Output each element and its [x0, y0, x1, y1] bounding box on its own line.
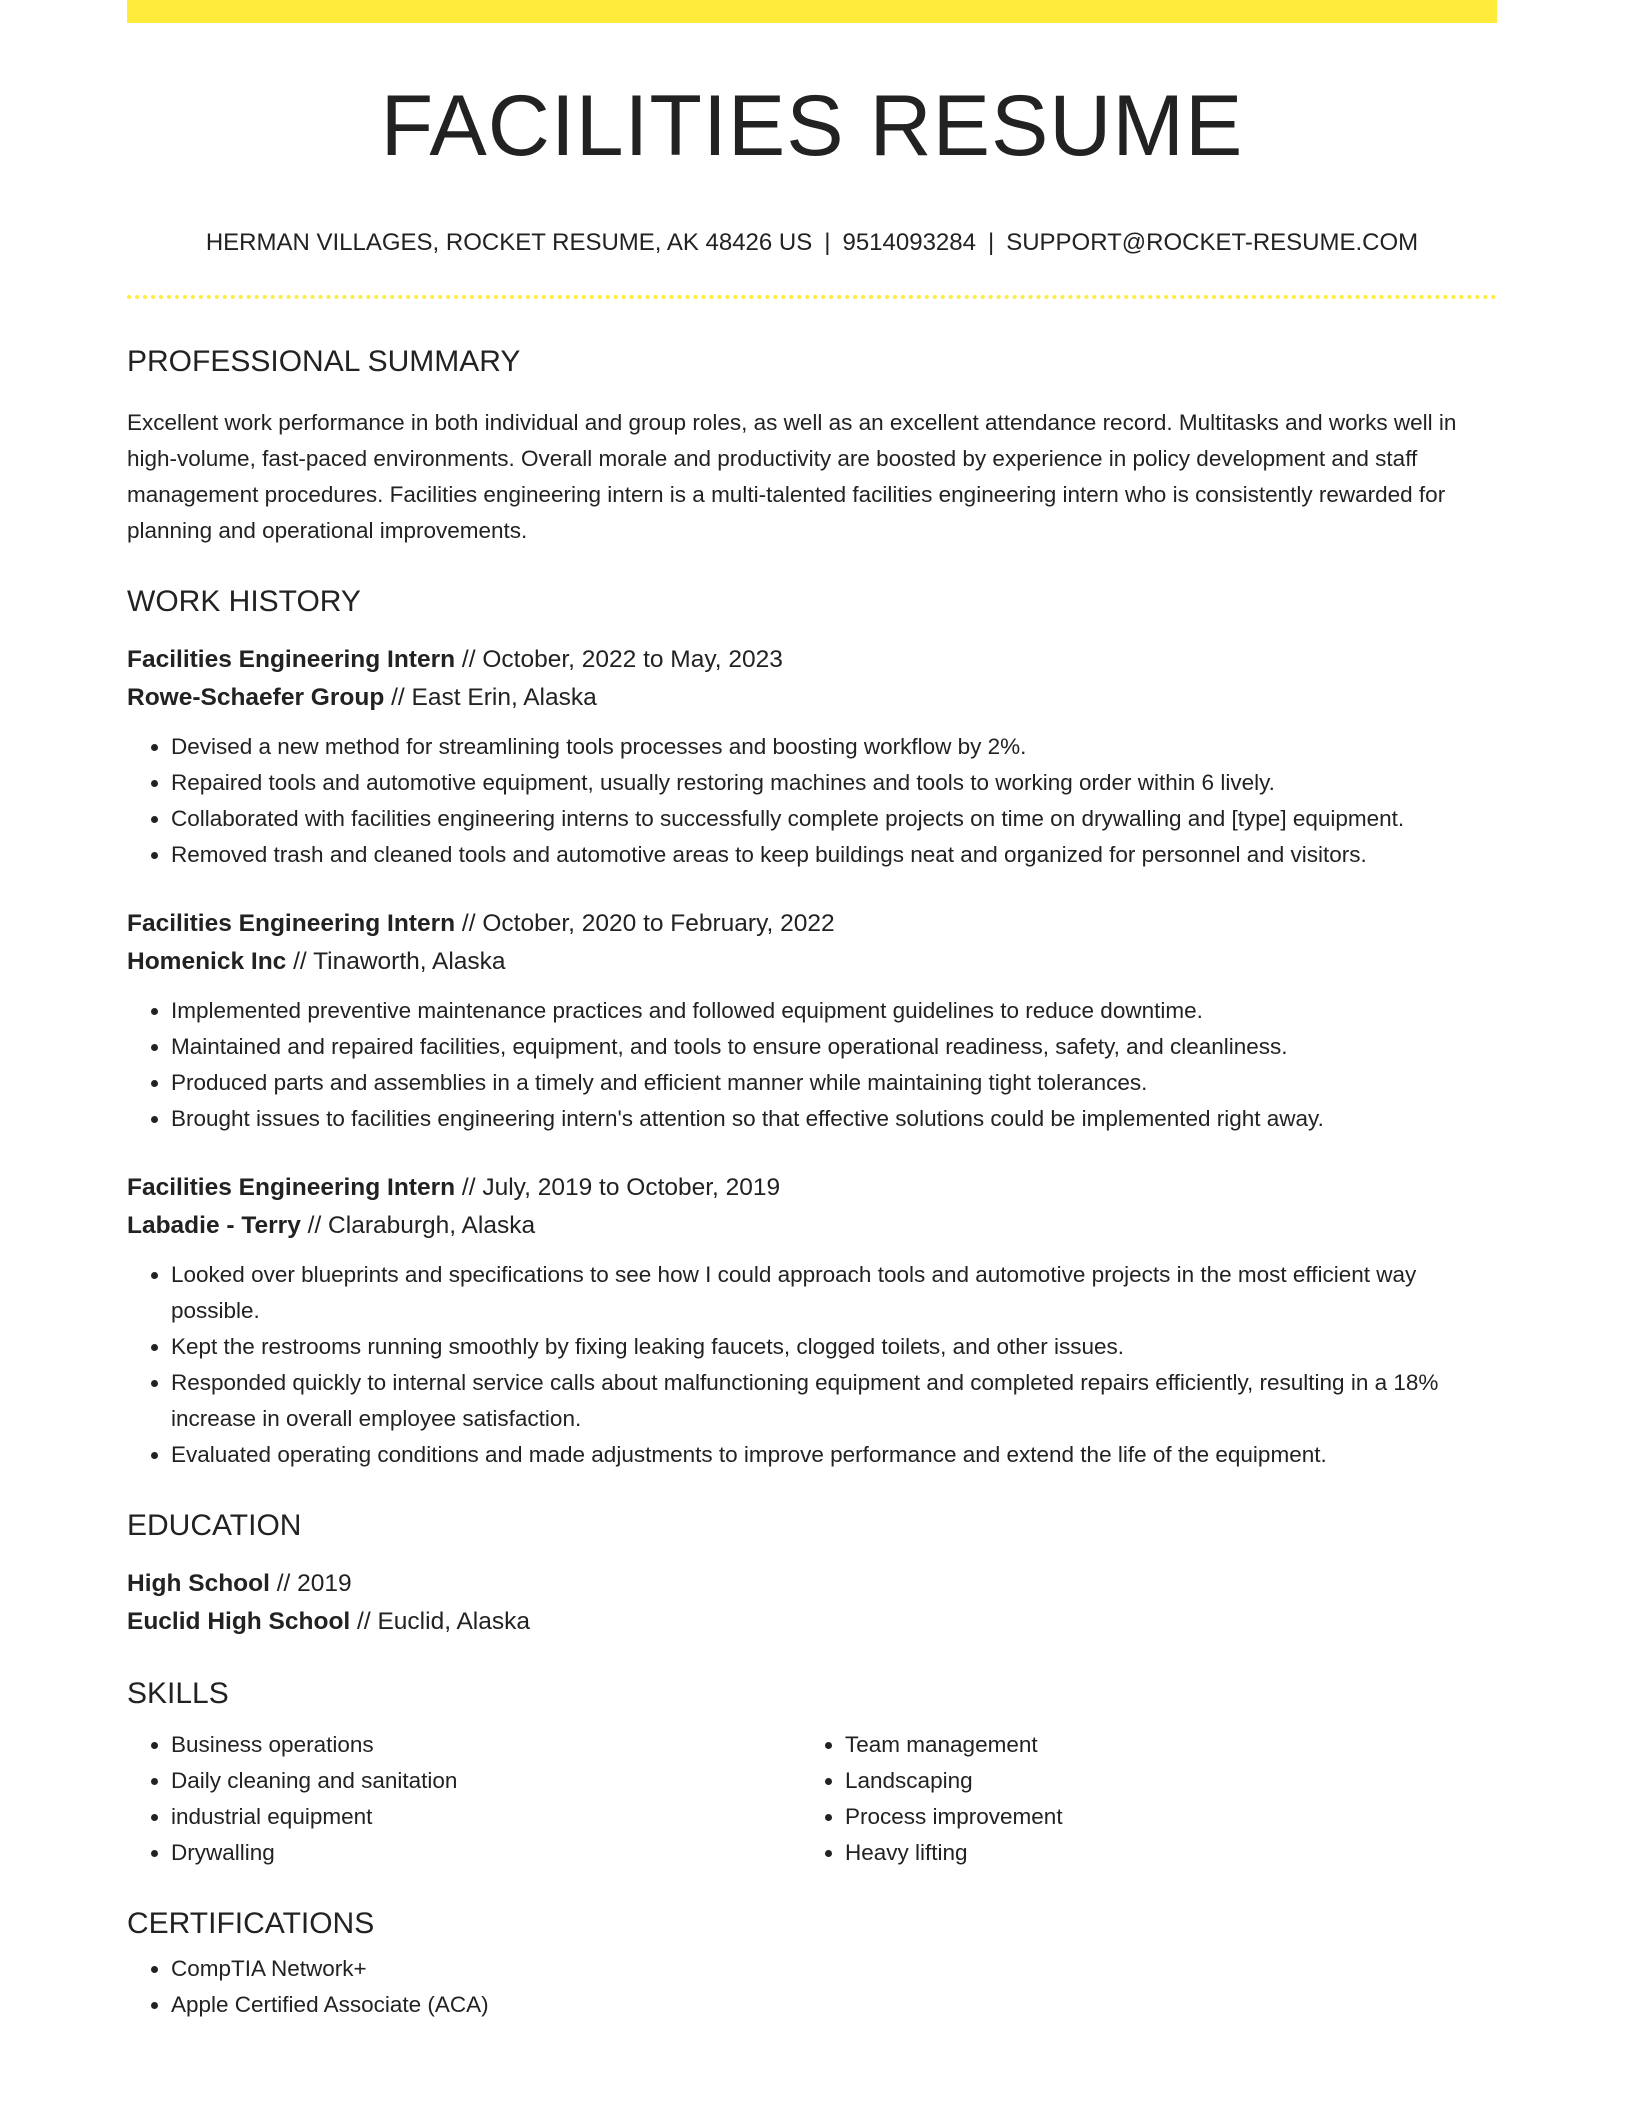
- job-company-line: [127, 679, 1497, 717]
- list-item: • Daily cleaning and sanitation: [171, 1763, 801, 1799]
- contact-separator: |: [824, 229, 831, 256]
- job-bullets: [127, 993, 1497, 1137]
- list-item: • Landscaping: [845, 1763, 1475, 1799]
- contact-email: SUPPORT@ROCKET-RESUME.COM: [1006, 229, 1419, 256]
- job-company: Labadie - Terry: [127, 1212, 301, 1239]
- contact-separator: |: [987, 229, 995, 256]
- list-item: • Responded quickly to internal service calls about malfunctioning equipment and completed repairs efficiently, resulting in a 18% increase in overall employee satisfaction.: [171, 1365, 1497, 1437]
- job-entry: [127, 641, 1497, 873]
- job-bullets: [127, 1257, 1497, 1473]
- education-location: // Euclid, Alaska: [357, 1608, 530, 1635]
- list-item: • Heavy lifting: [845, 1835, 1475, 1871]
- dotted-divider: [127, 295, 1497, 299]
- skills-heading: SKILLS: [127, 1677, 229, 1710]
- list-item: • Implemented preventive maintenance practices and followed equipment guidelines to reduce downtime.: [171, 993, 1497, 1029]
- education-school-line: [127, 1603, 1497, 1641]
- list-item: • Evaluated operating conditions and made adjustments to improve performance and extend the life of the equipment.: [171, 1437, 1497, 1473]
- job-entry: [127, 1169, 1497, 1473]
- job-dates: // October, 2020 to February, 2022: [461, 910, 835, 937]
- job-title-line: [127, 1169, 1497, 1207]
- education-degree-line: [127, 1565, 1497, 1603]
- job-company: Homenick Inc: [127, 948, 287, 975]
- job-dates: // October, 2022 to May, 2023: [461, 646, 783, 673]
- list-item: • Kept the restrooms running smoothly by fixing leaking faucets, clogged toilets, and other issues.: [171, 1329, 1497, 1365]
- skills-column-left: [127, 1727, 801, 1871]
- job-company-line: [127, 943, 1497, 981]
- job-title-line: [127, 641, 1497, 679]
- work-history-heading: WORK HISTORY: [127, 585, 361, 618]
- resume-title: FACILITIES RESUME: [380, 78, 1244, 174]
- job-title: Facilities Engineering Intern: [127, 910, 456, 937]
- list-item: • Devised a new method for streamlining tools processes and boosting workflow by 2%.: [171, 729, 1497, 765]
- list-item: • CompTIA Network+: [171, 1951, 1497, 1987]
- education-entry: [127, 1565, 1497, 1641]
- job-title: Facilities Engineering Intern: [127, 1174, 456, 1201]
- education-degree: High School: [127, 1570, 270, 1597]
- list-item: • Maintained and repaired facilities, equipment, and tools to ensure operational readiness, safety, and cleanliness.: [171, 1029, 1497, 1065]
- skills-list: [127, 1727, 1497, 1871]
- education-school: Euclid High School: [127, 1608, 351, 1635]
- resume-page: [127, 0, 1497, 2023]
- list-item: • Removed trash and cleaned tools and automotive areas to keep buildings neat and organized for personnel and visitors.: [171, 837, 1497, 873]
- accent-top-bar: [127, 0, 1497, 23]
- list-item: • Process improvement: [845, 1799, 1475, 1835]
- contact-phone: 9514093284: [842, 229, 976, 256]
- contact-line: [127, 231, 1497, 255]
- job-title: Facilities Engineering Intern: [127, 646, 456, 673]
- certifications-heading: CERTIFICATIONS: [127, 1907, 375, 1940]
- skills-column-right: [801, 1727, 1475, 1871]
- list-item: • Looked over blueprints and specifications to see how I could approach tools and automotive projects in the most efficient way possible.: [171, 1257, 1497, 1329]
- list-item: • Business operations: [171, 1727, 801, 1763]
- job-location: // Claraburgh, Alaska: [307, 1212, 536, 1239]
- list-item: • Produced parts and assemblies in a timely and efficient manner while maintaining tight tolerances.: [171, 1065, 1497, 1101]
- list-item: • industrial equipment: [171, 1799, 801, 1835]
- certifications-list: [127, 1951, 1497, 2023]
- job-bullets: [127, 729, 1497, 873]
- list-item: • Team management: [845, 1727, 1475, 1763]
- list-item: • Apple Certified Associate (ACA): [171, 1987, 1497, 2023]
- job-location: // East Erin, Alaska: [391, 684, 597, 711]
- education-year: // 2019: [276, 1570, 352, 1597]
- list-item: • Brought issues to facilities engineering intern's attention so that effective solutions could be implemented right away.: [171, 1101, 1497, 1137]
- job-company: Rowe-Schaefer Group: [127, 684, 385, 711]
- list-item: • Collaborated with facilities engineering interns to successfully complete projects on time on drywalling and [type] equipment.: [171, 801, 1497, 837]
- job-title-line: [127, 905, 1497, 943]
- job-dates: // July, 2019 to October, 2019: [461, 1174, 781, 1201]
- job-location: // Tinaworth, Alaska: [293, 948, 506, 975]
- job-company-line: [127, 1207, 1497, 1245]
- contact-address: HERMAN VILLAGES, ROCKET RESUME, AK 48426 US: [205, 229, 813, 256]
- list-item: • Repaired tools and automotive equipment, usually restoring machines and tools to working order within 6 lively.: [171, 765, 1497, 801]
- summary-text: Excellent work performance in both individual and group roles, as well as an excellent attendance record. Multitasks and works well in high-volume, fast-paced environments. Overall morale and productivity are boosted by experience in policy development and staff management procedures. Facilities engineering intern is a multi-talented facilities engineering intern who is consistently rewarded for planning and operational improvements.: [127, 410, 1457, 543]
- summary-heading: PROFESSIONAL SUMMARY: [127, 345, 521, 378]
- job-entry: [127, 905, 1497, 1137]
- education-heading: EDUCATION: [127, 1509, 302, 1542]
- list-item: • Drywalling: [171, 1835, 801, 1871]
